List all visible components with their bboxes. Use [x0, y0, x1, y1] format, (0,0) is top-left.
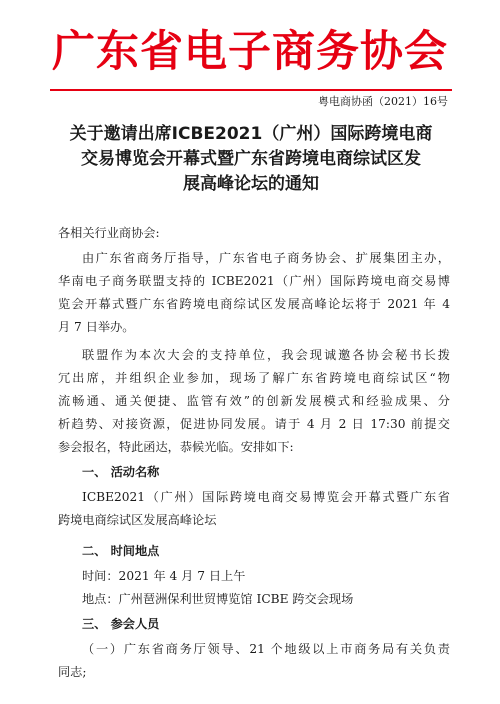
document-title — [50, 122, 452, 197]
title-line: 关于邀请出席ICBE2021（广州）国际跨境电商 — [69, 124, 433, 144]
paragraph-1-line: 由广东省商务厅指导，广东省电子商务协会、扩展集团主办， — [82, 251, 450, 265]
section-3-line: （一）广东省商务厅领导、21 个地级以上市商务局有关负责 — [82, 642, 450, 656]
paragraph-2-line: 参会报名，特此函达，恭候光临。安排如下: — [58, 440, 294, 454]
paragraph-1-line: 月 7 日举办。 — [58, 320, 135, 334]
section-1-heading: 一、 活动名称 — [82, 465, 160, 479]
section-3-line: 同志; — [58, 665, 87, 679]
section-2-place: 地点：广州琶洲保利世贸博览馆 ICBE 跨交会现场 — [82, 592, 354, 606]
paragraph-2-line: 冗出席，并组织企业参加，现场了解广东省跨境电商综试区“物 — [58, 371, 450, 385]
paragraph-2-line: 流畅通、通关便捷、监管有效”的创新发展模式和经验成果、分 — [58, 394, 450, 408]
paragraph-1-line: 览会开幕式暨广东省跨境电商综试区发展高峰论坛将于 2021 年 4 — [58, 297, 450, 311]
paragraph-2-line: 联盟作为本次大会的支持单位，我会现诚邀各协会秘书长拨 — [82, 348, 450, 362]
section-2-heading: 二、 时间地点 — [82, 544, 160, 558]
letterhead-org-name: 广东省电子商务协会 — [52, 27, 448, 77]
section-1-line: 跨境电商综试区发展高峰论坛 — [58, 513, 217, 527]
salutation: 各相关行业商协会: — [58, 226, 160, 240]
paragraph-1-line: 华南电子商务联盟支持的 ICBE2021（广州）国际跨境电商交易博 — [58, 274, 450, 288]
document-number: 粤电商协函（2021）16号 — [318, 95, 448, 108]
title-line: 交易博览会开幕式暨广东省跨境电商综试区发 — [81, 149, 421, 169]
section-3-heading: 三、 参会人员 — [82, 617, 160, 631]
section-1-line: ICBE2021（广州）国际跨境电商交易博览会开幕式暨广东省 — [82, 490, 450, 504]
letterhead-red-rule — [50, 89, 452, 91]
paragraph-2-line: 析趋势、对接资源，促进协同发展。请于 4 月 2 日 17:30 前提交 — [58, 417, 450, 431]
section-2-time: 时间：2021 年 4 月 7 日上午 — [82, 569, 246, 583]
title-line: 展高峰论坛的通知 — [183, 174, 319, 194]
